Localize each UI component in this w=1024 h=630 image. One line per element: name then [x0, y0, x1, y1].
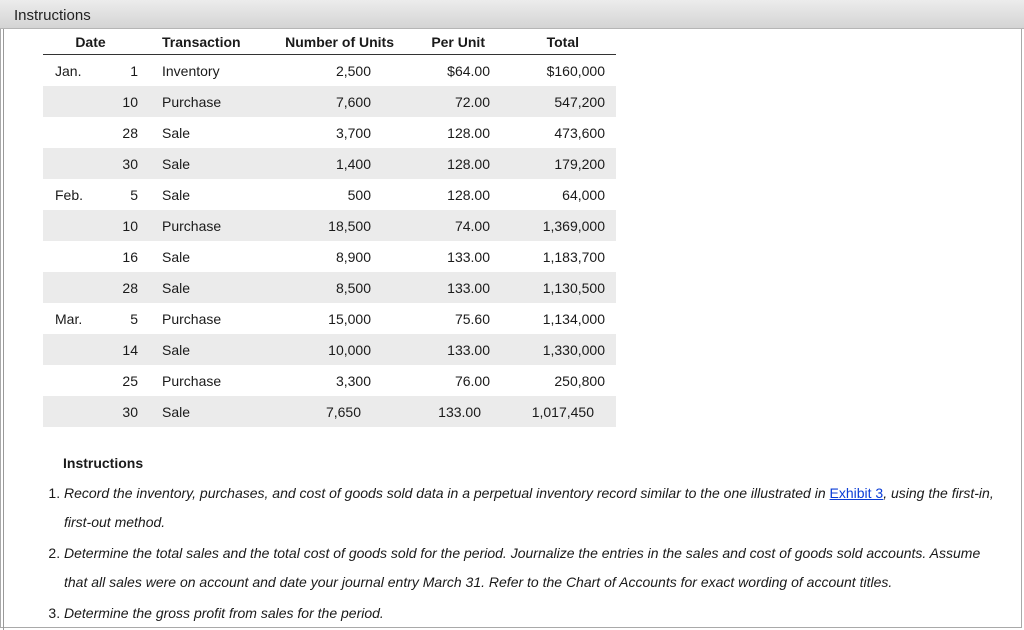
cell-transaction: Inventory — [162, 62, 220, 79]
cell-transaction: Sale — [138, 334, 261, 365]
cell-month: Jan. — [55, 62, 82, 79]
instructions-section — [42, 455, 1002, 630]
cell-transaction: Sale — [162, 124, 191, 141]
instructions-heading: Instructions — [63, 455, 144, 471]
cell-transaction: Sale — [138, 396, 261, 427]
cell-month — [43, 241, 100, 272]
cell-units: 7,600 — [261, 86, 394, 117]
cell-month — [43, 334, 100, 365]
cell-month — [43, 272, 100, 303]
cell-units: 7,650 — [261, 396, 394, 427]
cell-month — [43, 117, 100, 148]
cell-month — [43, 365, 100, 396]
cell-units: 3,300 — [335, 372, 371, 389]
cell-units: 2,500 — [335, 62, 371, 79]
cell-per-unit: 133.00 — [394, 396, 504, 427]
cell-per-unit: 133.00 — [447, 248, 490, 265]
cell-transaction: Purchase — [138, 210, 261, 241]
header-units: Number of Units — [285, 33, 394, 50]
cell-day: 28 — [122, 124, 138, 141]
cell-day: 14 — [100, 334, 138, 365]
instruction-step-1 — [64, 479, 1002, 537]
cell-per-unit: 128.00 — [394, 148, 504, 179]
cell-day: 10 — [100, 86, 138, 117]
cell-per-unit: 75.60 — [454, 310, 490, 327]
cell-total: 179,200 — [504, 148, 616, 179]
cell-transaction: Sale — [162, 186, 191, 203]
cell-per-unit: 128.00 — [447, 186, 490, 203]
exhibit-3-link[interactable]: Exhibit 3 — [829, 485, 884, 501]
cell-per-unit: 133.00 — [394, 334, 504, 365]
header-transaction: Transaction — [162, 33, 241, 50]
table-row — [43, 179, 616, 210]
cell-total: 1,134,000 — [542, 310, 605, 327]
step-1-text-end: , using the first-in, first-out method. — [64, 485, 994, 530]
cell-total: 1,183,700 — [542, 248, 605, 265]
cell-month — [43, 396, 100, 427]
table-row — [43, 148, 616, 179]
table-row — [43, 272, 616, 303]
cell-total: 473,600 — [554, 124, 605, 141]
cell-per-unit: 133.00 — [394, 272, 504, 303]
cell-total: 1,369,000 — [504, 210, 616, 241]
table-row — [43, 86, 616, 117]
cell-day: 16 — [122, 248, 138, 265]
cell-per-unit: 74.00 — [394, 210, 504, 241]
cell-units: 18,500 — [261, 210, 394, 241]
cell-total: 250,800 — [554, 372, 605, 389]
cell-transaction: Purchase — [162, 372, 222, 389]
cell-day: 5 — [130, 186, 138, 203]
cell-day: 5 — [130, 310, 138, 327]
instruction-step-3: 3. Determine the gross profit from sales for the period. — [64, 599, 1002, 628]
cell-per-unit: 72.00 — [394, 86, 504, 117]
cell-day: 25 — [122, 372, 138, 389]
tab-bar — [0, 0, 1024, 29]
cell-transaction: Sale — [138, 272, 261, 303]
table-row — [43, 241, 616, 272]
cell-units: 8,900 — [335, 248, 371, 265]
instructions-list — [42, 479, 1002, 628]
cell-total: $160,000 — [546, 62, 605, 79]
table-header-row — [43, 29, 616, 55]
table-row — [43, 396, 616, 427]
cell-total: 1,330,000 — [504, 334, 616, 365]
cell-day: 1 — [130, 62, 138, 79]
table-row — [43, 210, 616, 241]
step-1-text-start: Record the inventory, purchases, and cost of goods sold data in a perpetual inventory record similar to the one illustrated in — [64, 485, 830, 501]
cell-transaction: Purchase — [162, 310, 222, 327]
panel-left-border — [3, 29, 4, 630]
cell-transaction: Sale — [162, 248, 191, 265]
cell-units: 15,000 — [328, 310, 371, 327]
cell-total: 1,130,500 — [504, 272, 616, 303]
cell-transaction: Purchase — [138, 86, 261, 117]
cell-month: Mar. — [55, 310, 83, 327]
cell-month: Feb. — [55, 186, 84, 203]
table-row — [43, 303, 616, 334]
cell-per-unit: 128.00 — [447, 124, 490, 141]
table-row — [43, 334, 616, 365]
cell-day: 28 — [100, 272, 138, 303]
cell-total: 1,017,450 — [504, 396, 616, 427]
cell-units: 10,000 — [261, 334, 394, 365]
cell-month — [43, 148, 100, 179]
table-row — [43, 55, 616, 87]
header-date: Date — [43, 29, 138, 55]
cell-units: 8,500 — [261, 272, 394, 303]
cell-total: 547,200 — [504, 86, 616, 117]
cell-units: 3,700 — [335, 124, 371, 141]
cell-units: 1,400 — [261, 148, 394, 179]
transactions-table — [43, 29, 616, 427]
cell-per-unit: 76.00 — [454, 372, 490, 389]
cell-transaction: Sale — [138, 148, 261, 179]
table-row — [43, 117, 616, 148]
header-per-unit: Per Unit — [431, 33, 485, 50]
cell-units: 500 — [347, 186, 371, 203]
table-row — [43, 365, 616, 396]
tab-instructions[interactable]: Instructions — [14, 7, 91, 24]
cell-total: 64,000 — [562, 186, 605, 203]
cell-per-unit: $64.00 — [447, 62, 490, 79]
cell-month — [43, 210, 100, 241]
cell-day: 10 — [100, 210, 138, 241]
header-total: Total — [546, 33, 579, 50]
instruction-step-2: 2. Determine the total sales and the total cost of goods sold for the period. Journalize the entries in the sales and cost of goods sold accounts. Assume that all sales were on account and date your journal entry March 31. Refer to the Chart of Accounts for exact wording of account titles. — [64, 539, 1002, 597]
cell-day: 30 — [100, 396, 138, 427]
cell-day: 30 — [100, 148, 138, 179]
cell-month — [43, 86, 100, 117]
